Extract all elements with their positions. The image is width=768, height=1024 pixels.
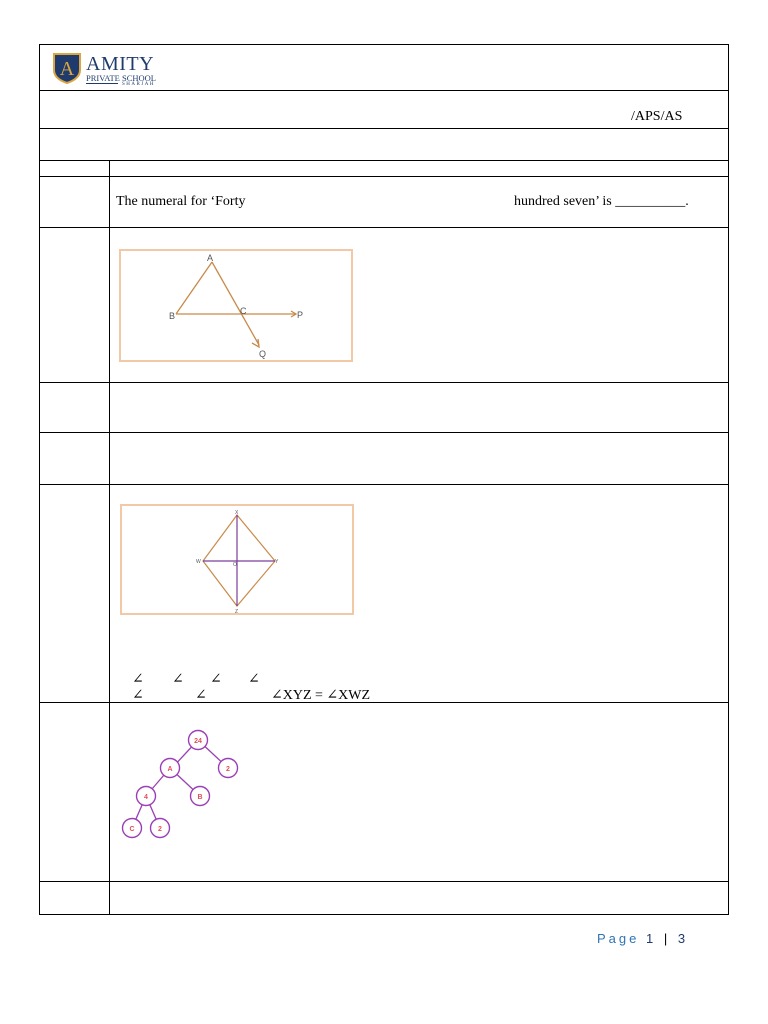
angle-symbol: ∠ — [210, 672, 222, 687]
numeral-question-part1: The numeral for ‘Forty — [116, 194, 246, 209]
row-divider — [40, 881, 728, 882]
factor-tree — [116, 728, 246, 840]
label-c: C — [240, 306, 247, 316]
column-divider — [109, 160, 110, 915]
label-b: B — [169, 311, 176, 321]
logo-brand: AMITY — [86, 53, 155, 75]
angle-symbol: ∠ — [248, 672, 260, 687]
shield-icon — [52, 52, 82, 84]
reference-code: /APS/AS — [631, 109, 683, 124]
label-o: O — [233, 562, 237, 568]
tree-node: 2 — [226, 766, 230, 773]
tree-node: 4 — [144, 794, 148, 801]
row-divider — [40, 160, 728, 161]
row-divider — [40, 128, 728, 129]
row-divider — [40, 227, 728, 228]
triangle-figure — [119, 249, 353, 362]
angle-symbol: ∠ — [132, 672, 144, 687]
logo-location: SHARJAH — [122, 82, 156, 87]
label-p: P — [297, 310, 304, 320]
row-divider — [40, 90, 728, 91]
tree-node: B — [197, 794, 203, 801]
angle-equation: ∠XYZ = ∠XWZ — [271, 688, 371, 703]
total-pages: 3 — [677, 931, 686, 946]
row-divider — [40, 176, 728, 177]
page-separator: | — [663, 931, 668, 946]
logo-letter: A — [59, 58, 75, 80]
row-divider — [40, 484, 728, 485]
numeral-question-part2: hundred seven’ is __________. — [514, 194, 689, 209]
page-footer — [597, 931, 685, 946]
label-a: A — [207, 253, 214, 263]
kite-figure — [120, 504, 354, 615]
tree-node: 2 — [158, 826, 162, 833]
label-z: Z — [235, 609, 239, 615]
angle-symbol: ∠ — [195, 688, 207, 703]
worksheet-table — [39, 44, 729, 915]
logo-subtitle: PRIVATE SCHOOL — [86, 73, 156, 83]
label-w: W — [196, 559, 201, 565]
row-divider — [40, 432, 728, 433]
angle-symbol: ∠ — [132, 688, 144, 703]
triangle-diagram — [121, 251, 355, 364]
current-page: 1 — [646, 931, 654, 946]
label-x: X — [235, 510, 239, 516]
page-word: Page — [597, 931, 640, 946]
school-logo — [52, 51, 182, 87]
tree-node: 24 — [194, 738, 202, 745]
row-divider — [40, 382, 728, 383]
label-q: Q — [259, 349, 267, 359]
angle-symbol: ∠ — [172, 672, 184, 687]
kite-diagram — [122, 506, 356, 617]
tree-node: A — [167, 766, 173, 773]
logo-rule — [86, 83, 118, 84]
label-y: Y — [275, 559, 279, 565]
tree-node: C — [129, 826, 135, 833]
